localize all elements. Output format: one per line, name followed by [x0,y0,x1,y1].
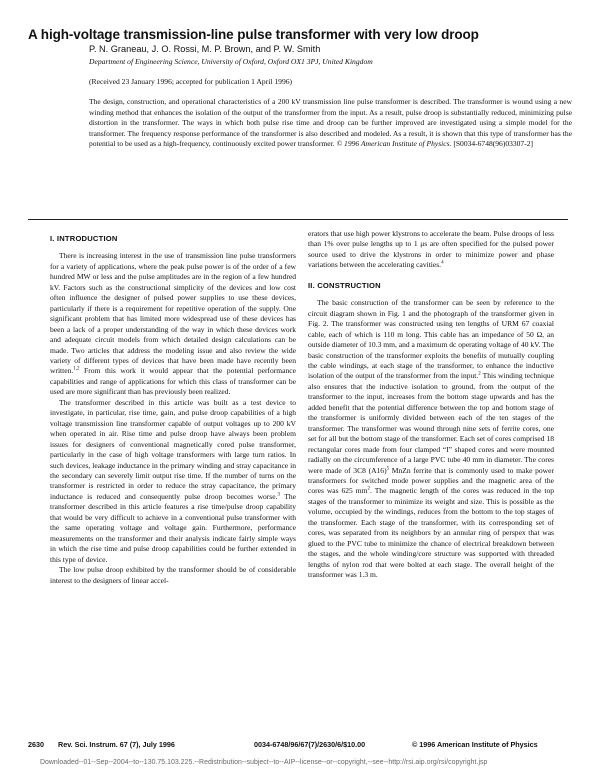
abstract-copyright: © 1996 American Institute of Physics. [336,139,452,148]
abstract-code: [S0034-6748(96)03307-2] [453,139,533,148]
footer-copyright: © 1996 American Institute of Physics [412,740,538,749]
paragraph [50,565,296,586]
author-list: P. N. Graneau, J. O. Rossi, M. P. Brown, and P. W. Smith [89,44,321,54]
download-notice: Downloaded--01--Sep--2004--to--130.75.103.225.--Redistribution--subject--to--AIP--license--or--copyright,--see--http://rsi.aip.org/rsi/copyright.jsp [40,759,488,766]
citation: 3 [277,492,280,498]
paragraph-text: erators that use high power klystrons to accelerate the beam. Pulse droops of less than 1% over pulse lengths up to 1 μs are often specified for the pulsed power source used to drive the klystrons in order to minimize power and phase variations between the accelerating cavities. [308,229,554,270]
paragraph-text: MnZn ferrite that is commonly used to make power transformers for switched mode power supplies and the magnetic area of the cores was 625 mm [308,465,554,496]
abstract-body: The design, construction, and operational characteristics of a 200 kV transmission line pulse transformer is described. The transformer is wound using a new winding method that enhances the isolation of the output of the transformer from the input. As a result, pulse droop is substantially reduced, minimizing pulse distortion in the transformer. The ways in which both pulse rise time and droop can be further improved are investigated using a simple model for the transformer. The frequency response performance of the transformer is also described and modeled. As a result, it is shown that this type of transformer has the potential to be used as a high-frequency, continuously excited power transformer. [89,97,572,148]
paragraph-text: . The magnetic length of the cores was reduced in the top stages of the transformer to minimize its weight and size. This is possible as the volume, occupied by the windings, reduces from the bottom to the top stages of the transformer. Each stage of the transformer, with its corresponding set of cores, was separated from its neighbors by an annular ring of perspex that was glued to the PVC tube to minimize the chance of electrical breakdown between the stages, and the whole winding/core structure was supported with threaded lengths of nylon rod that were bolted at each stage. The overall height of the transformer was 1.3 m. [308,486,555,580]
spacer [308,271,554,281]
paragraph-text: The transformer described in this article was built as a test device to investigate, in particular, rise time, gain, and pulse droop capabilities of a high voltage transmission line transformer capable of output voltages up to 200 kV when operated in air. Rise time and pulse droop have always been problem issues for designers of conventional magnetically cored pulse transformer, particularly in the case of high voltage transformers with large turn ratios. In such devices, leakage inductance in the primary winding and stray capacitance in the secondary can severely limit output rise time. If the number of turns on the transformer is restricted in order to reduce the stray capacitance, the primary inductance is reduced and consequently pulse droop becomes worse. [50,397,296,501]
right-column [308,229,554,581]
paper-title: A high-voltage transmission-line pulse transformer with very low droop [28,27,479,42]
paragraph-text: There is increasing interest in the use of transmission line pulse transformers for a variety of applications, where the peak pulse power is of the order of a few hundred MW or less and the pulse amplitudes are in the region of a few hundred kV. Factors such as the constructional simplicity of the devices and low cost often influence the designer of pulsed power supplies to use these devices, particularly if there is a requirement for repetitive operation of the supply. One significant problem that has limited more widespread use of these devices has been a lack of a proper understanding of the way in which these devices work and adequate circuit models from which detailed design calculations can be made. Two articles that address the modeling issue and also review the wide variety of different types of devices that have been made have recently been written. [50,251,296,376]
header-divider [28,219,568,220]
citation: 4 [441,260,444,266]
paragraph-text: The low pulse droop exhibited by the transformer should be of considerable interest to the designers of linear accel- [50,565,296,585]
superscript: 2 [367,486,371,492]
paragraph-text: From this work it would appear that the potential performance capabilities and range of applications for which this class of transformer can be used are more significant than has previously been realized. [50,366,296,397]
citation: 2 [478,371,481,377]
paragraph-text: This winding technique also ensures that the inductive isolation to ground, from the output of the transformer to the input, increases from the bottom stage upwards and has the added benefit that the potential difference between the top and bottom stage of the transformer is uniformly divided between each of the ten stages of the transformer. The transformer was wound through nine sets of ferrite cores, one set for all but the bottom stage of the transformer. Each set of cores comprised 18 rectangular cores made from four clamped “I” shaped cores and were mounted radially on the circumference of a large PVC tube 40 mm in diameter. The cores were made of 3C8 (A16) [308,371,554,475]
page-number: 2630 [28,740,44,749]
paragraph [50,398,296,565]
journal-citation: Rev. Sci. Instrum. 67 (7), July 1996 [58,740,175,749]
section-heading-introduction: I. INTRODUCTION [50,234,118,243]
paragraph [308,229,554,271]
abstract [89,97,572,150]
paragraph [308,298,554,580]
left-column [50,234,296,586]
section-heading-construction: II. CONSTRUCTION [308,280,381,290]
article-code: 0034-6748/96/67(7)/2630/6/$10.00 [254,740,366,749]
citation: 5 [386,466,390,471]
paragraph-text: The transformer described in this article features a rise time/pulse droop capability that would be very difficult to achieve in a conventional pulse transformer with the same operating voltage and voltage gain. Furthermore, performance measurements on the transformer and their analysis indicate fairly simple ways in which the rise time and pulse droop capabilities could be further extended in this type of device. [50,491,297,564]
affiliation: Department of Engineering Science, University of Oxford, Oxford OX1 3PJ, United Kingdom [89,57,373,66]
paragraph [50,251,296,397]
received-dates: (Received 23 January 1996; accepted for publication 1 April 1996) [89,77,293,86]
paragraph-text: The basic construction of the transformer can be seen by reference to the circuit diagram shown in Fig. 1 and the photograph of the transformer given in Fig. 2. The transformer was constructed using ten lengths of URM 67 coaxial cable, each of which is 110 m long. This cable has an impedance of 50 Ω, an outside diameter of 10.3 mm, and a maximum dc operating voltage of 40 kV. The basic construction of the transformer exploits the benefits of mutually coupling the cable windings, at each stage of the transformer, to enhance the inductive isolation of the output of the transformer from the input. [308,298,554,381]
citation: 1,2 [73,366,80,372]
